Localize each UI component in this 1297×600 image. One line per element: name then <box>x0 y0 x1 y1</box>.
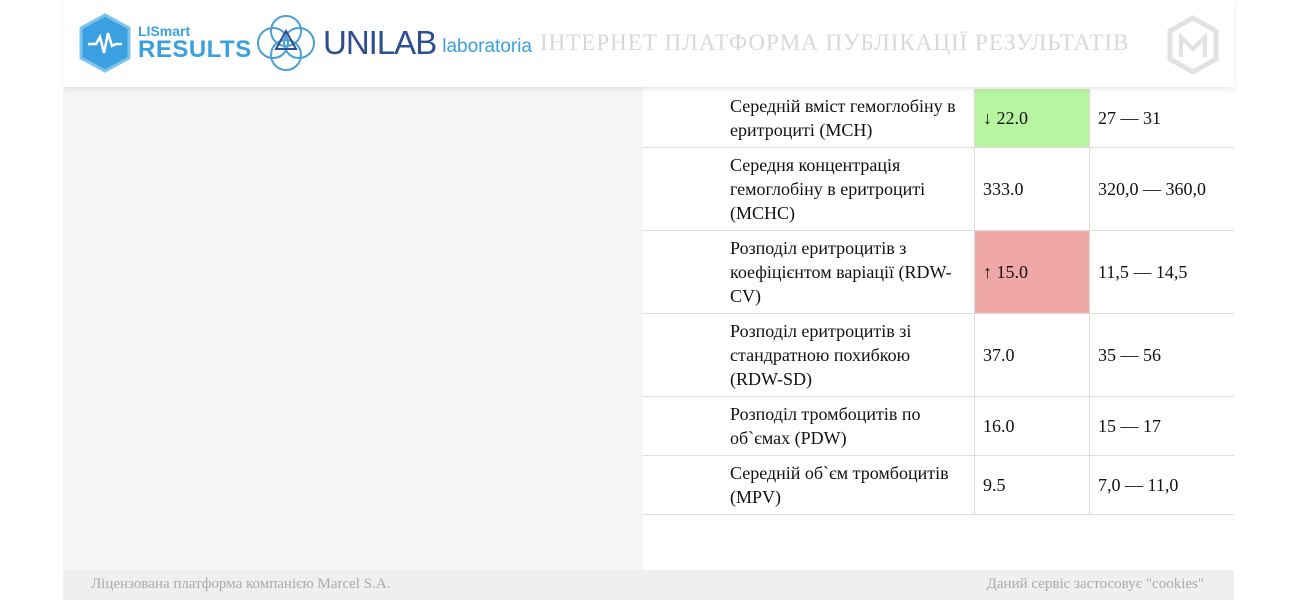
test-name: Розподіл еритроцитів зі стандратною похибкою (RDW-SD) <box>643 314 975 396</box>
test-value: ↓ 22.0 <box>975 89 1090 147</box>
reference-range: 27 — 31 <box>1098 107 1161 128</box>
test-name: Розподіл еритроцитів з коефіцієнтом варіації (RDW-CV) <box>643 231 975 313</box>
test-name: Середній об`єм тромбоцитів (MPV) <box>643 456 975 514</box>
left-panel <box>63 87 643 570</box>
reference-range: 320,0 — 360,0 <box>1098 178 1206 199</box>
unilab-rings-icon <box>255 13 317 73</box>
test-value: ↑ 15.0 <box>975 231 1090 313</box>
lismart-logo-top: LISmart <box>138 23 191 39</box>
license-text: Ліцензована платформа компанією Marcel S.A. <box>91 576 391 592</box>
unilab-logo-text: UNILAB <box>323 24 437 61</box>
footer <box>63 570 1234 600</box>
table-row <box>643 89 1234 148</box>
reference-range: 15 — 17 <box>1098 415 1161 436</box>
marcel-logo-icon <box>1166 15 1220 75</box>
unilab-logo[interactable] <box>255 13 532 73</box>
reference-range: 11,5 — 14,5 <box>1098 261 1188 282</box>
reference-range: 7,0 — 11,0 <box>1098 474 1179 495</box>
platform-title: ІНТЕРНЕТ ПЛАТФОРМА ПУБЛІКАЦІЇ РЕЗУЛЬТАТІВ <box>540 30 1130 55</box>
test-value: 333.0 <box>975 148 1090 230</box>
lismart-logo[interactable] <box>78 13 252 73</box>
unilab-logo-sub: laboratoria <box>442 36 532 57</box>
test-value: 9.5 <box>975 456 1090 514</box>
table-row <box>643 148 1234 231</box>
table-row <box>643 231 1234 314</box>
results-table <box>643 89 1234 515</box>
test-name: Розподіл тромбоцитів по об`ємах (PDW) <box>643 397 975 455</box>
header <box>63 0 1234 87</box>
heartbeat-hexagon-icon <box>78 13 132 73</box>
table-row <box>643 397 1234 456</box>
test-value: 16.0 <box>975 397 1090 455</box>
cookies-link[interactable]: Даний сервіс застосовує "cookies" <box>986 576 1204 592</box>
test-name: Середня концентрація гемоглобіну в еритроциті (MCHC) <box>643 148 975 230</box>
test-value: 37.0 <box>975 314 1090 396</box>
table-row <box>643 456 1234 515</box>
reference-range: 35 — 56 <box>1098 344 1161 365</box>
test-name: Середній вміст гемоглобіну в еритроциті (MCH) <box>643 89 975 147</box>
table-row <box>643 314 1234 397</box>
lismart-logo-bottom: RESULTS <box>138 36 252 63</box>
